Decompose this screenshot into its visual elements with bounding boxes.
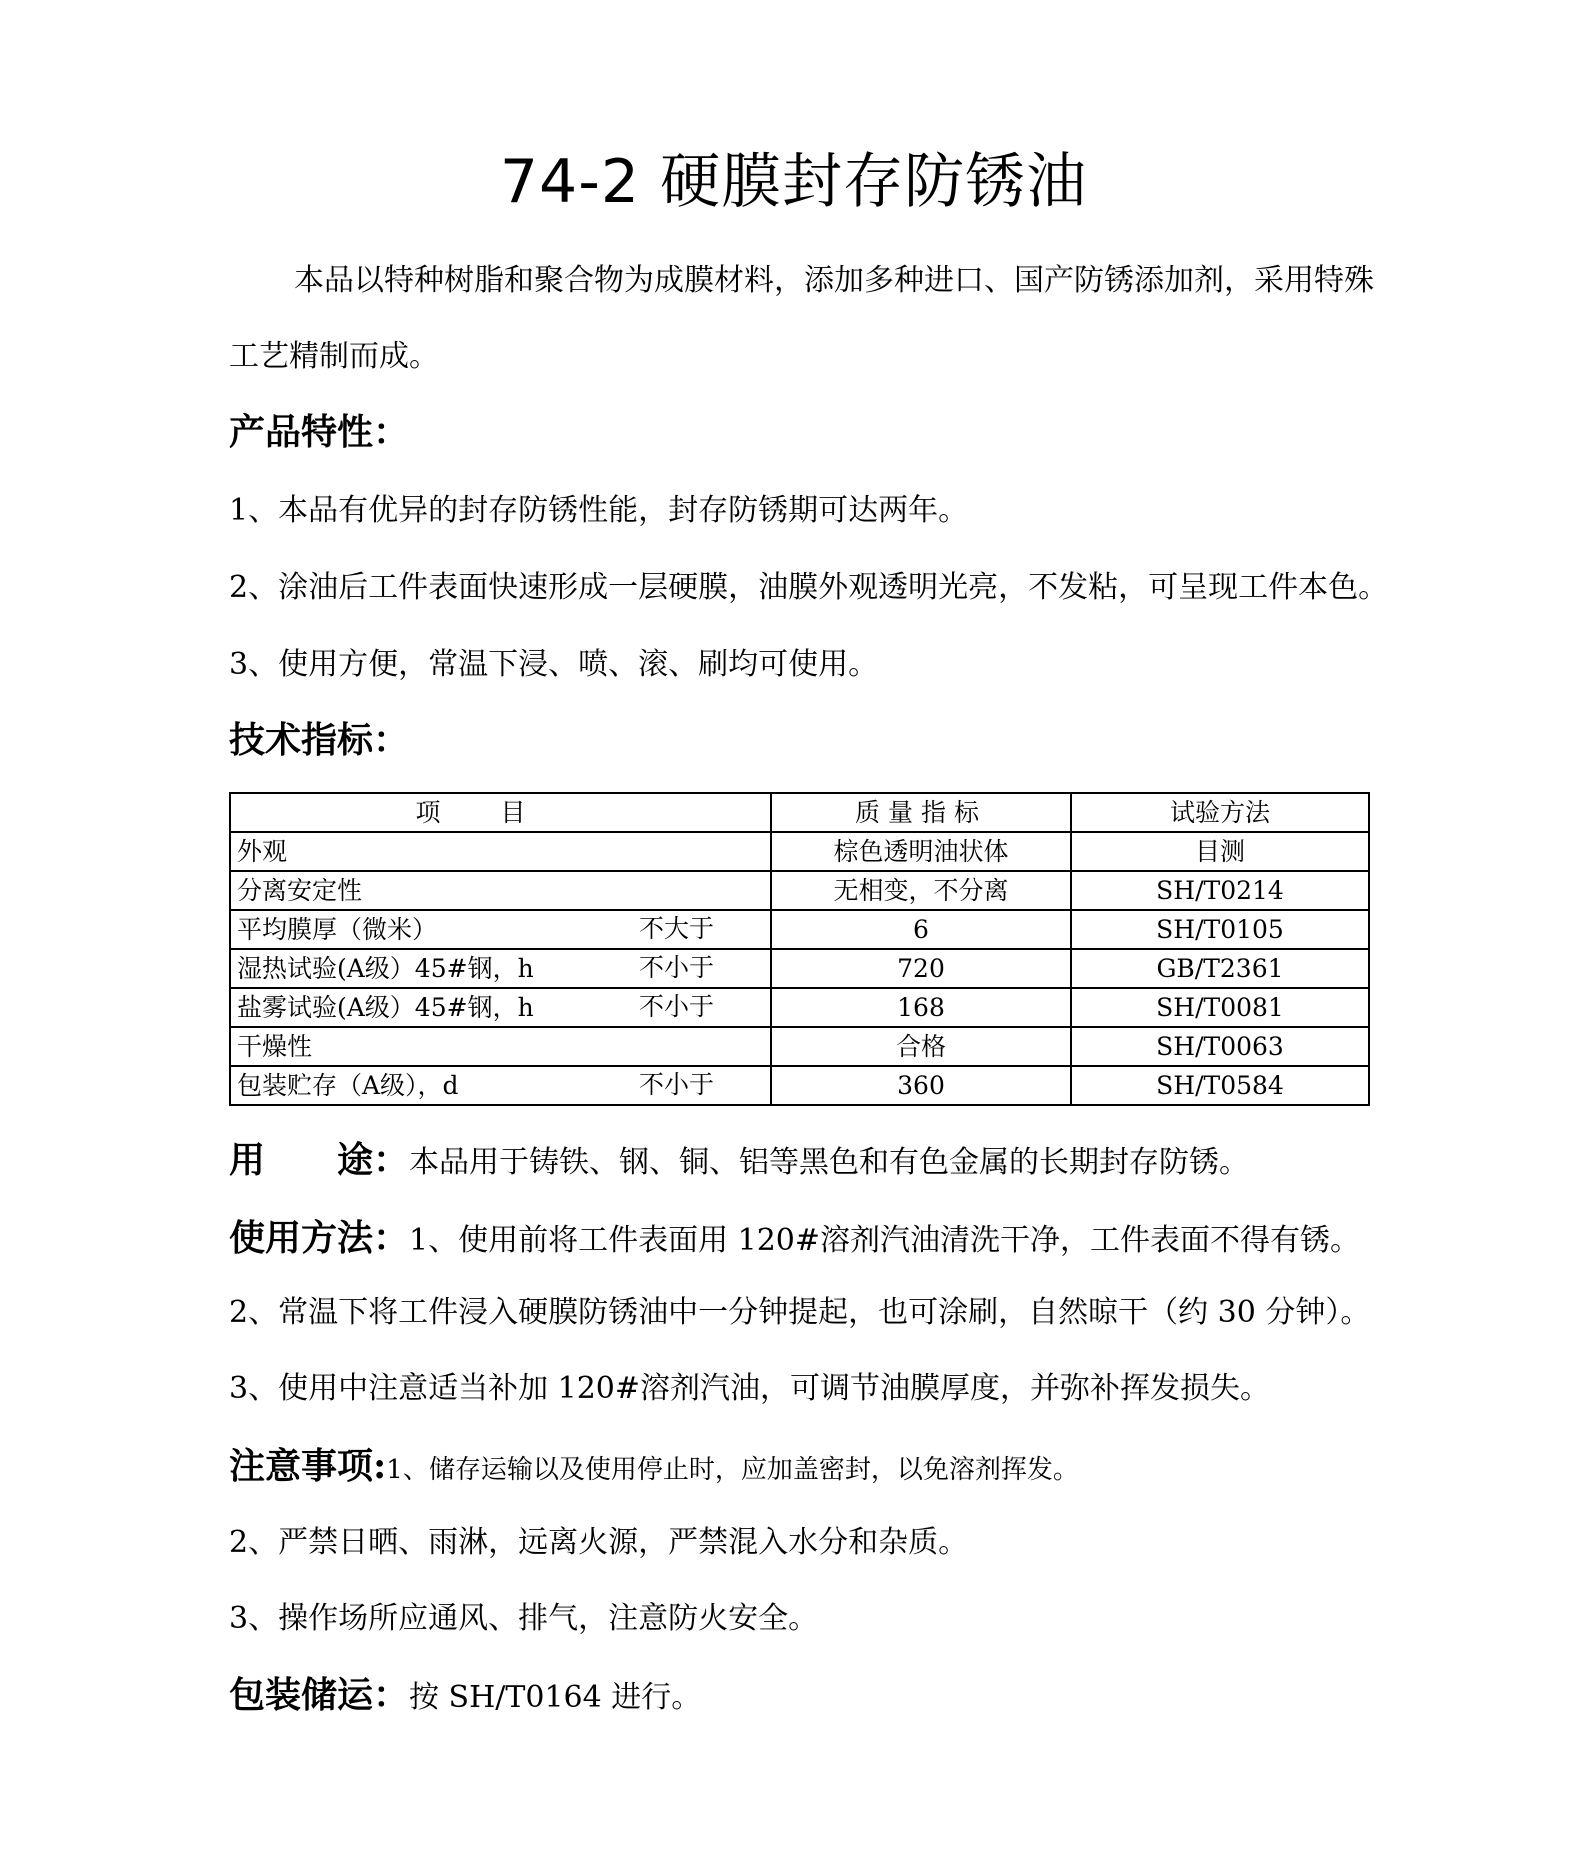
row-item: 分离安定性 (230, 871, 771, 910)
header-item: 项目 (230, 793, 771, 832)
usage-text: 本品用于铸铁、钢、铜、铝等黑色和有色金属的长期封存防锈。 (409, 1145, 1250, 1180)
row-method: SH/T0584 (1071, 1066, 1369, 1105)
features-heading: 产品特性： (229, 411, 410, 453)
method-text: 1、使用前将工件表面用 120#溶剂汽油清洗干净，工件表面不得有锈。 (409, 1223, 1361, 1258)
spec-table-header (230, 793, 1369, 832)
method-item: 2、常温下将工件浸入硬膜防锈油中一分钟提起，也可涂刷，自然晾干（约 30 分钟）。 (229, 1295, 1371, 1330)
row-item: 干燥性 (230, 1027, 771, 1066)
table-row (230, 832, 1369, 871)
row-method: GB/T2361 (1071, 949, 1369, 988)
row-item: 盐雾试验(A级）45#钢，h 不小于 (230, 988, 771, 1027)
row-method: SH/T0214 (1071, 871, 1369, 910)
notes-item: 3、操作场所应通风、排气，注意防火安全。 (229, 1601, 819, 1636)
table-row (230, 871, 1369, 910)
method-label: 使用方法： (229, 1217, 410, 1259)
packaging-text: 按 SH/T0164 进行。 (409, 1680, 702, 1715)
row-method: SH/T0105 (1071, 910, 1369, 949)
usage-label: 用 途： (229, 1139, 410, 1181)
usage-line (229, 1138, 1469, 1185)
table-row (230, 1066, 1369, 1105)
row-quality: 棕色透明油状体 (771, 832, 1071, 871)
feature-item: 1、本品有优异的封存防锈性能，封存防锈期可达两年。 (229, 493, 969, 528)
row-method: SH/T0081 (1071, 988, 1369, 1027)
row-item: 外观 (230, 832, 771, 871)
row-quality: 合格 (771, 1027, 1071, 1066)
table-row (230, 1027, 1369, 1066)
row-item: 包装贮存（A级），d 不小于 (230, 1066, 771, 1105)
packaging-line (229, 1673, 1469, 1720)
packaging-label: 包装储运： (229, 1674, 410, 1716)
notes-text: 1、储存运输以及使用停止时，应加盖密封，以免溶剂挥发。 (386, 1455, 1079, 1485)
header-method: 试验方法 (1071, 793, 1369, 832)
row-method: SH/T0063 (1071, 1027, 1369, 1066)
header-quality: 质量指标 (771, 793, 1071, 832)
document-title: 74-2 硬膜封存防锈油 (499, 147, 1088, 217)
table-row (230, 910, 1369, 949)
method-item: 3、使用中注意适当补加 120#溶剂汽油，可调节油膜厚度，并弥补挥发损失。 (229, 1371, 1271, 1406)
method-line-1 (229, 1216, 1469, 1263)
row-item: 平均膜厚（微米） 不大于 (230, 910, 771, 949)
row-quality: 6 (771, 910, 1071, 949)
intro-line-2: 工艺精制而成。 (229, 339, 439, 374)
row-item: 湿热试验(A级）45#钢，h 不小于 (230, 949, 771, 988)
row-quality: 无相变，不分离 (771, 871, 1071, 910)
row-method: 目测 (1071, 832, 1369, 871)
feature-item: 2、涂油后工件表面快速形成一层硬膜，油膜外观透明光亮，不发粘，可呈现工件本色。 (229, 570, 1389, 605)
tech-heading: 技术指标： (229, 719, 410, 761)
notes-item: 2、严禁日晒、雨淋，远离火源，严禁混入水分和杂质。 (229, 1525, 969, 1560)
table-row (230, 988, 1369, 1027)
table-row (230, 949, 1369, 988)
notes-line-1 (229, 1444, 1469, 1492)
notes-label: 注意事项: (229, 1445, 387, 1487)
intro-line-1: 本品以特种树脂和聚合物为成膜材料，添加多种进口、国产防锈添加剂，采用特殊 (294, 263, 1374, 298)
row-quality: 360 (771, 1066, 1071, 1105)
feature-item: 3、使用方便，常温下浸、喷、滚、刷均可使用。 (229, 647, 879, 682)
spec-table (229, 792, 1370, 1106)
row-quality: 168 (771, 988, 1071, 1027)
row-quality: 720 (771, 949, 1071, 988)
